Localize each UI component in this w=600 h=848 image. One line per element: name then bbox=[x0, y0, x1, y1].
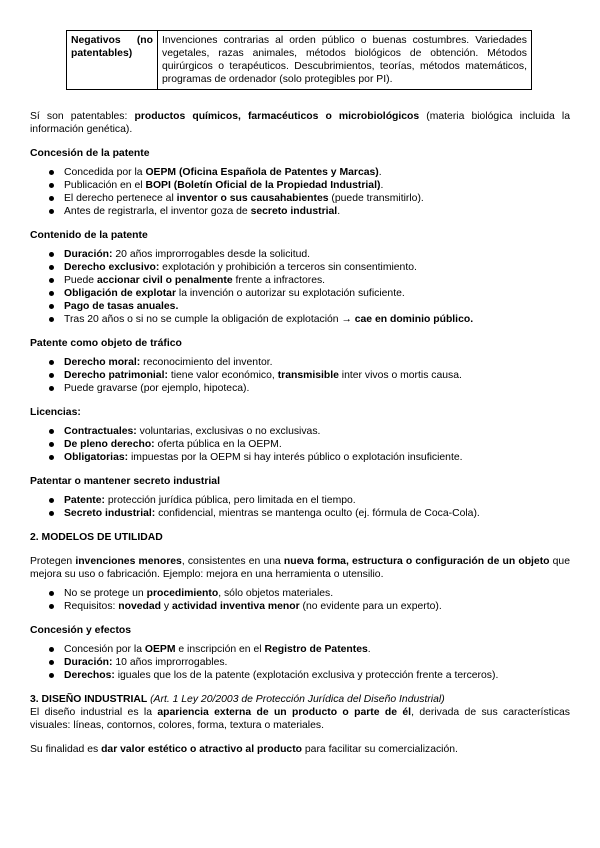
section-heading-modelos: 2. MODELOS DE UTILIDAD bbox=[30, 532, 163, 543]
list-item: Puede gravarse (por ejemplo, hipoteca). bbox=[64, 382, 570, 395]
table-key-cell: Negativos (no patentables) bbox=[67, 31, 158, 90]
secreto-list bbox=[30, 494, 570, 520]
table-value-cell: Invenciones contrarias al orden público o buenas costumbres. Variedades vegetales, razas animales, métodos biológicos de obtención. Métodos quirúrgicos o terapéuticos. Descubrimientos, teorías, métodos matemáticos, programas de ordenador (solo protegibles por PI). bbox=[158, 31, 532, 90]
section-heading-concesion-efectos: Concesión y efectos bbox=[30, 625, 132, 636]
list-item: Duración: 10 años improrrogables. bbox=[64, 656, 570, 669]
non-patentable-table bbox=[66, 30, 532, 90]
list-item: Duración: 20 años improrrogables desde la solicitud. bbox=[64, 248, 570, 261]
list-item: Derechos: iguales que los de la patente (explotación exclusiva y protección frente a terceros). bbox=[64, 669, 570, 682]
list-item: Secreto industrial: confidencial, mientras se mantenga oculto (ej. fórmula de Coca-Cola). bbox=[64, 507, 570, 520]
concesion-list bbox=[30, 166, 570, 218]
list-item: De pleno derecho: oferta pública en la OEPM. bbox=[64, 438, 570, 451]
list-item: Patente: protección jurídica pública, pero limitada en el tiempo. bbox=[64, 494, 570, 507]
list-item: No se protege un procedimiento, sólo objetos materiales. bbox=[64, 587, 570, 600]
contenido-list bbox=[30, 248, 570, 326]
list-item: Requisitos: novedad y actividad inventiva menor (no evidente para un experto). bbox=[64, 600, 570, 613]
list-item: Pago de tasas anuales. bbox=[64, 300, 570, 313]
list-item: Obligación de explotar la invención o autorizar su explotación suficiente. bbox=[64, 287, 570, 300]
modelos-list bbox=[30, 587, 570, 613]
list-item: Antes de registrarla, el inventor goza de secreto industrial. bbox=[64, 205, 570, 218]
document-content bbox=[30, 110, 570, 756]
list-item: Derecho patrimonial: tiene valor económico, transmisible inter vivos o mortis causa. bbox=[64, 369, 570, 382]
list-item: Concesión por la OEPM e inscripción en el Registro de Patentes. bbox=[64, 643, 570, 656]
list-item: Puede accionar civil o penalmente frente a infractores. bbox=[64, 274, 570, 287]
list-item: Concedida por la OEPM (Oficina Española de Patentes y Marcas). bbox=[64, 166, 570, 179]
diseno-paragraph: El diseño industrial es la apariencia externa de un producto o parte de él, derivada de sus características visuales: líneas, contornos, colores, forma, textura o materiales. bbox=[30, 707, 571, 731]
modelos-paragraph: Protegen invenciones menores, consistentes en una nueva forma, estructura o configuración de un objeto que mejora su uso o fabricación. Ejemplo: mejora en una herramienta o utensilio. bbox=[30, 556, 570, 580]
list-item: Publicación en el BOPI (Boletín Oficial de la Propiedad Industrial). bbox=[64, 179, 570, 192]
section-heading-contenido: Contenido de la patente bbox=[30, 230, 148, 241]
licencias-list bbox=[30, 425, 570, 464]
trafico-list bbox=[30, 356, 570, 395]
concesion-efectos-list bbox=[30, 643, 570, 682]
list-item: Contractuales: voluntarias, exclusivas o no exclusivas. bbox=[64, 425, 570, 438]
table-row bbox=[67, 31, 532, 90]
section-heading-concesion: Concesión de la patente bbox=[30, 148, 150, 159]
section-heading-secreto: Patentar o mantener secreto industrial bbox=[30, 476, 220, 487]
patentable-intro: Sí son patentables: productos químicos, farmacéuticos o microbiológicos (materia biológica incluida la información genética). bbox=[30, 111, 570, 135]
list-item: Obligatorias: impuestas por la OEPM si hay interés público o explotación insuficiente. bbox=[64, 451, 570, 464]
section-heading-licencias: Licencias: bbox=[30, 407, 81, 418]
list-item: Derecho moral: reconocimiento del inventor. bbox=[64, 356, 570, 369]
section-heading-diseno: 3. DISEÑO INDUSTRIAL (Art. 1 Ley 20/2003 de Protección Jurídica del Diseño Industrial) bbox=[30, 694, 445, 705]
diseno-finalidad: Su finalidad es dar valor estético o atractivo al producto para facilitar su comercialización. bbox=[30, 744, 458, 755]
list-item: El derecho pertenece al inventor o sus causahabientes (puede transmitirlo). bbox=[64, 192, 570, 205]
list-item: Derecho exclusivo: explotación y prohibición a terceros sin consentimiento. bbox=[64, 261, 570, 274]
list-item: Tras 20 años o si no se cumple la obligación de explotación → cae en dominio público. bbox=[64, 313, 570, 326]
section-heading-trafico: Patente como objeto de tráfico bbox=[30, 338, 182, 349]
